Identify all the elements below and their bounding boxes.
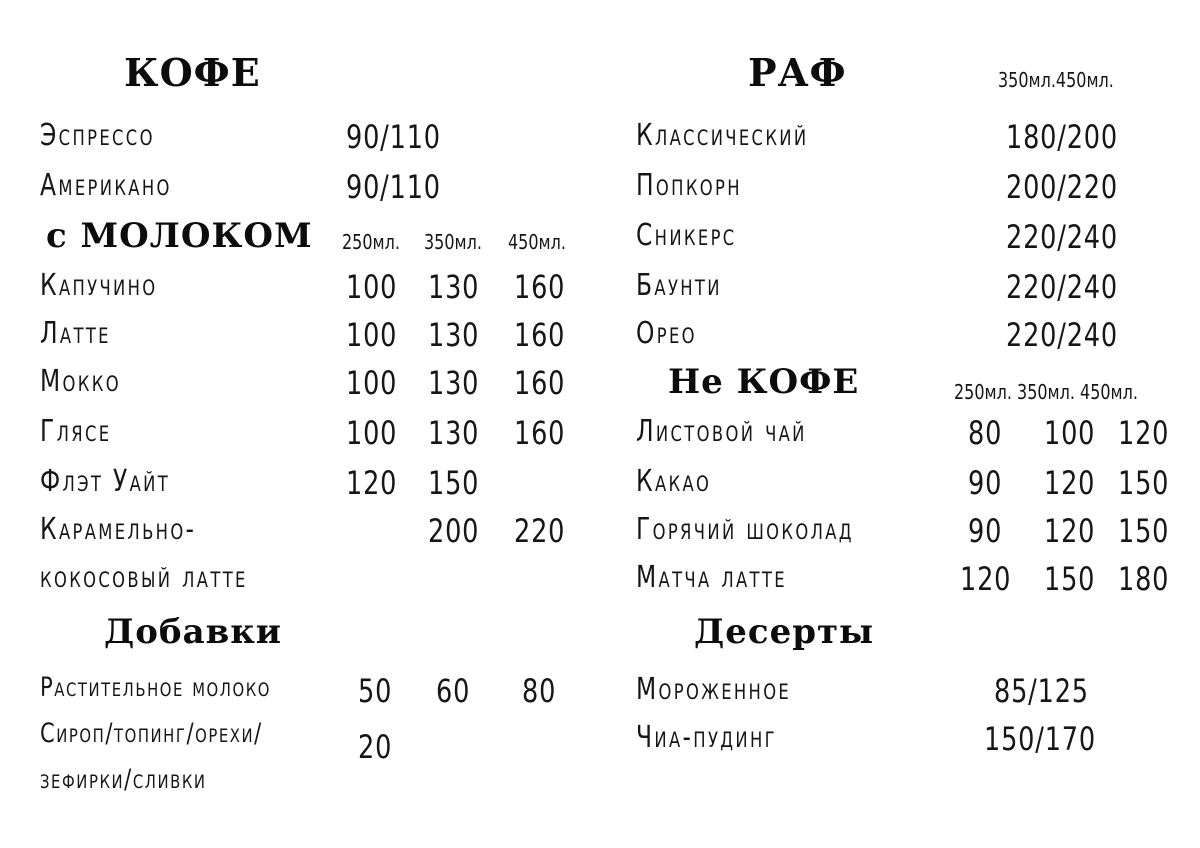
menu-item-price: 90 [968, 464, 1003, 502]
menu-item-name: Листовой чай [636, 414, 807, 449]
volume-label: 250мл. [342, 230, 400, 254]
menu-item-name: Классический [636, 118, 809, 153]
menu-item-price: 100 [1044, 414, 1096, 452]
menu-item-name-line1: Карамельно- [40, 512, 197, 547]
milk-title: с МОЛОКОМ [46, 216, 313, 256]
coffee-title: КОФЕ [124, 50, 261, 95]
menu-item-name-line1: Сироп/топинг/орехи/ [40, 718, 263, 749]
menu-item-price: 220/240 [1006, 316, 1118, 354]
menu-item-price: 100 [346, 414, 398, 452]
menu-item-price: 60 [436, 672, 471, 710]
menu-item-price: 150 [1044, 560, 1096, 598]
menu-item-price: 200/220 [1006, 168, 1118, 206]
menu-item-price: 180 [1118, 560, 1170, 598]
menu-item-name: Матча латте [636, 560, 787, 595]
menu-item-name: Баунти [636, 268, 722, 303]
menu-item-name: Латте [40, 316, 111, 351]
menu-item-name: Горячий шоколад [636, 512, 854, 547]
volume-label: 350мл.450мл. [998, 68, 1114, 92]
menu-item-price: 150 [1118, 464, 1170, 502]
menu-item-price: 150/170 [984, 720, 1096, 758]
menu-item-name: Флэт Уайт [40, 464, 171, 499]
menu-item-name: Чиа-пудинг [636, 720, 778, 755]
menu-item-name: Растительное молоко [40, 672, 272, 703]
menu-item-price: 150 [428, 464, 480, 502]
menu-item-price: 100 [346, 268, 398, 306]
menu-item-name: Мороженное [636, 672, 792, 707]
menu-item-price: 80 [968, 414, 1003, 452]
menu-item-price: 120 [960, 560, 1012, 598]
menu-item-price: 120 [1044, 512, 1096, 550]
menu-item-name: Какао [636, 464, 712, 499]
menu-item-price: 90/110 [346, 118, 441, 156]
menu-item-price: 220/240 [1006, 268, 1118, 306]
menu-item-price: 160 [514, 268, 566, 306]
menu-item-price: 130 [428, 268, 480, 306]
menu-item-price: 120 [346, 464, 398, 502]
volume-label: 350мл. [424, 230, 482, 254]
menu-item-price: 130 [428, 364, 480, 402]
menu-item-price: 160 [514, 364, 566, 402]
menu-item-price: 180/200 [1006, 118, 1118, 156]
menu-item-name: Сникерс [636, 218, 737, 253]
menu-item-price: 220 [514, 512, 566, 550]
not-coffee-title: Не КОФЕ [668, 362, 860, 402]
menu-item-price: 200 [428, 512, 480, 550]
menu-item-price: 90 [968, 512, 1003, 550]
menu-item-name-line2: кокосовый латте [40, 560, 248, 595]
volume-label: 450мл. [508, 230, 566, 254]
menu-item-price: 20 [358, 728, 393, 766]
menu-item-name: Капучино [40, 268, 158, 303]
menu-item-price: 120 [1118, 414, 1170, 452]
menu-item-price: 160 [514, 316, 566, 354]
menu-item-name: Эспрессо [40, 118, 155, 153]
menu-item-price: 130 [428, 414, 480, 452]
menu-item-price: 85/125 [994, 672, 1089, 710]
menu-item-name: Глясе [40, 414, 112, 449]
menu-item-price: 150 [1118, 512, 1170, 550]
menu-item-name: Орео [636, 316, 697, 351]
menu-item-price: 100 [346, 364, 398, 402]
menu-item-price: 220/240 [1006, 218, 1118, 256]
menu-item-name: Мокко [40, 364, 121, 399]
menu-item-price: 50 [358, 672, 393, 710]
menu-item-price: 130 [428, 316, 480, 354]
menu-item-name-line2: зефирки/сливки [40, 764, 207, 795]
menu-item-price: 120 [1044, 464, 1096, 502]
addons-title: Добавки [104, 612, 283, 652]
menu-item-price: 160 [514, 414, 566, 452]
menu-item-name: Американо [40, 168, 172, 203]
menu-item-name: Попкорн [636, 168, 742, 203]
menu-item-price: 80 [522, 672, 557, 710]
volume-label: 250мл. 350мл. 450мл. [954, 380, 1138, 404]
menu-item-price: 100 [346, 316, 398, 354]
menu-item-price: 90/110 [346, 168, 441, 206]
desserts-title: Десерты [694, 612, 875, 652]
raf-title: РАФ [748, 50, 847, 95]
